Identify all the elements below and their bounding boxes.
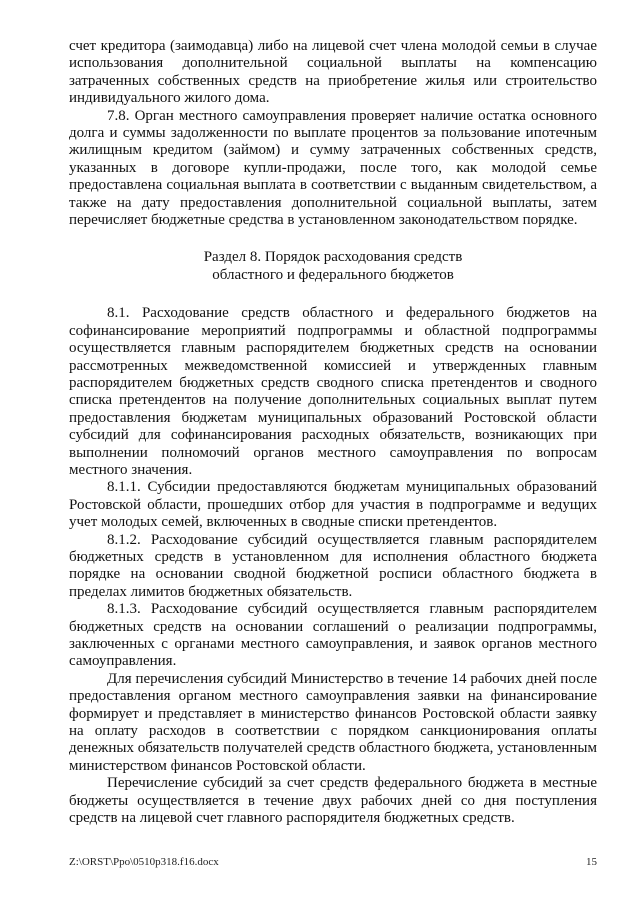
- paragraph-continuation: счет кредитора (заимодавца) либо на лицевой счет члена молодой семьи в случае использования дополнительной социальной выплаты на компенсацию затраченных собственных средств на приобретение жилья или строительство индивидуального жилого дома.: [69, 38, 597, 107]
- section-heading-line2: областного и федерального бюджетов: [212, 266, 454, 283]
- footer-page-number: 15: [586, 856, 597, 868]
- paragraph-8-1-1: 8.1.1. Субсидии предоставляются бюджетам муниципальных образований Ростовской области, прошедших отбор для участия в подпрограмме и ведущих учет молодых семей, включенных в сводные списки претендентов.: [69, 479, 597, 531]
- paragraph-federal-transfer: Перечисление субсидий за счет средств федерального бюджета в местные бюджеты осуществляется в течение двух рабочих дней со дня поступления средств на лицевой счет главного распорядителя бюджетных средств.: [69, 775, 597, 827]
- paragraph-8-1: 8.1. Расходование средств областного и федерального бюджетов на софинансирование мероприятий подпрограммы и областной подпрограммы осуществляется главным распорядителем бюджетных средств на основании рассмотренных межведомственной комиссией и утвержденных главным распорядителем бюджетных средств сводного списка претендентов и сводного списка претендентов на получение дополнительных социальных выплат путем предоставления бюджетам муниципальных образований Ростовской области субсидий для софинансирования расходных обязательств, возникающих при выполнении полномочий органов местного самоуправления по вопросам местного значения.: [69, 305, 597, 478]
- section-heading: [69, 249, 597, 284]
- paragraph-8-1-2: 8.1.2. Расходование субсидий осуществляется главным распорядителем бюджетных средств в установленном для исполнения областного бюджета порядке на основании сводной бюджетной росписи областного бюджета в пределах лимитов бюджетных обязательств.: [69, 531, 597, 600]
- section-heading-line1: Раздел 8. Порядок расходования средств: [203, 249, 463, 266]
- paragraph-8-1-3: 8.1.3. Расходование субсидий осуществляется главным распорядителем бюджетных средств на основании соглашений о реализации подпрограммы, заключенных с органами местного самоуправления, и заявок органов местного самоуправления.: [69, 601, 597, 670]
- footer-file-path: Z:\ORST\Ppo\0510p318.f16.docx: [69, 856, 219, 868]
- paragraph-subsidy-transfer: Для перечисления субсидий Министерство в течение 14 рабочих дней после предоставления органом местного самоуправления заявки на финансирование формирует и представляет в министерство финансов Ростовской области заявку на оплату расходов в соответствии с порядком санкционирования оплаты денежных обязательств получателей средств областного бюджета, установленным министерством финансов Ростовской области.: [69, 670, 597, 774]
- paragraph-7-8: 7.8. Орган местного самоуправления проверяет наличие остатка основного долга и суммы задолженности по выплате процентов за пользование ипотечным жилищным кредитом (займом) и сумму затраченных собственных средств, указанных в договоре купли-продажи, после того, как молодой семье предоставлена социальная выплата в соответствии с выданным свидетельством, а также на дату предоставления дополнительной социальной выплаты, затем перечисляет бюджетные средства в установленном законодательством порядке.: [69, 107, 597, 229]
- document-body: [69, 38, 597, 827]
